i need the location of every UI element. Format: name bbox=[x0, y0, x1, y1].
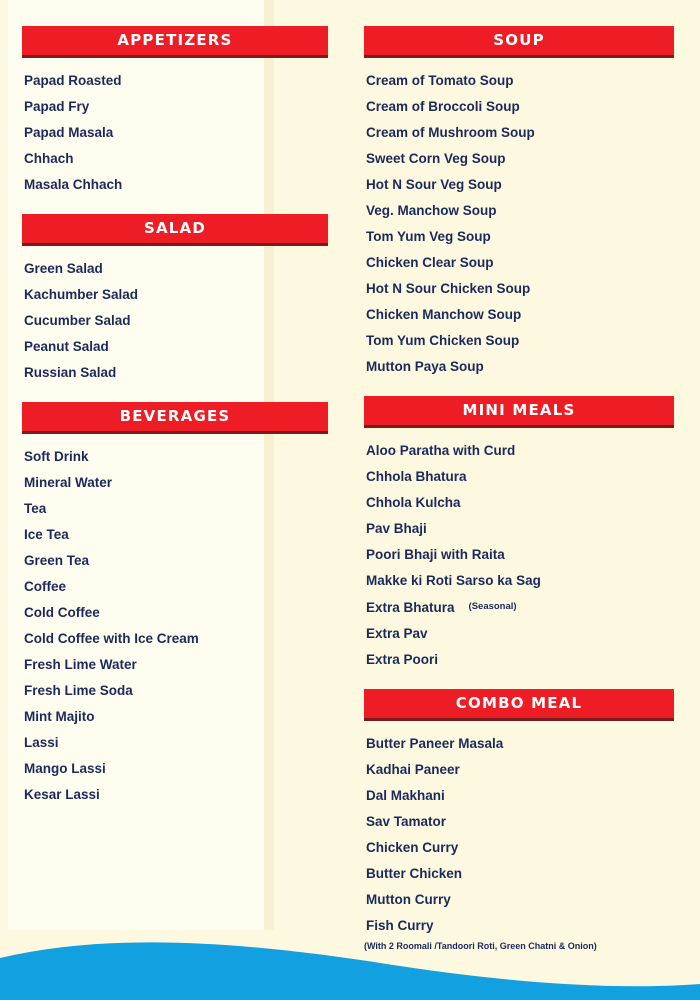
section-mini-meals bbox=[364, 396, 674, 673]
list-item: Fish Curry bbox=[366, 918, 434, 933]
list-item: Ice Tea bbox=[24, 527, 69, 542]
list-item: Kadhai Paneer bbox=[366, 762, 460, 777]
list-item: Chicken Curry bbox=[366, 840, 459, 855]
list-item: Extra Pav bbox=[366, 626, 428, 641]
list-item: Pav Bhaji bbox=[366, 521, 427, 536]
list-item: Fresh Lime Soda bbox=[24, 683, 133, 698]
list-item: Chhola Kulcha bbox=[366, 495, 461, 510]
list-item: Chhach bbox=[24, 151, 74, 166]
section-title-mini-meals: MINI MEALS bbox=[364, 396, 674, 428]
list-item: Cold Coffee with Ice Cream bbox=[24, 631, 199, 646]
list-item: Tom Yum Veg Soup bbox=[366, 229, 491, 244]
list-item: Chhola Bhatura bbox=[366, 469, 467, 484]
right-column bbox=[350, 0, 700, 951]
item-list-salad bbox=[22, 256, 328, 386]
list-item: Lassi bbox=[24, 735, 59, 750]
list-item: Mint Majito bbox=[24, 709, 95, 724]
list-item: Butter Paneer Masala bbox=[366, 736, 504, 751]
list-item: Butter Chicken bbox=[366, 866, 463, 881]
item-list-combo-meal bbox=[364, 731, 674, 939]
list-item: Tea bbox=[24, 501, 47, 516]
list-item: Mineral Water bbox=[24, 475, 113, 490]
list-item-label: Extra Bhatura bbox=[366, 600, 455, 615]
item-list-soup bbox=[364, 68, 674, 380]
list-item: Mutton Paya Soup bbox=[366, 359, 484, 374]
section-beverages bbox=[22, 402, 328, 808]
item-list-appetizers bbox=[22, 68, 328, 198]
section-title-combo-meal: COMBO MEAL bbox=[364, 689, 674, 721]
spacer bbox=[364, 679, 674, 689]
list-item: Cream of Mushroom Soup bbox=[366, 125, 535, 140]
list-item: Coffee bbox=[24, 579, 67, 594]
list-item: Cucumber Salad bbox=[24, 313, 131, 328]
spacer bbox=[364, 386, 674, 396]
list-item: Green Tea bbox=[24, 553, 90, 568]
section-title-beverages: BEVERAGES bbox=[22, 402, 328, 434]
list-item: Papad Masala bbox=[24, 125, 114, 140]
section-appetizers bbox=[22, 26, 328, 198]
list-item: Hot N Sour Chicken Soup bbox=[366, 281, 531, 296]
list-item-with-note bbox=[364, 594, 674, 621]
item-list-beverages bbox=[22, 444, 328, 808]
section-soup bbox=[364, 26, 674, 380]
section-title-salad: SALAD bbox=[22, 214, 328, 246]
list-item: Green Salad bbox=[24, 261, 103, 276]
section-title-appetizers: APPETIZERS bbox=[22, 26, 328, 58]
list-item: Mutton Curry bbox=[366, 892, 451, 907]
list-item: Makke ki Roti Sarso ka Sag bbox=[366, 573, 541, 588]
list-item: Kesar Lassi bbox=[24, 787, 100, 802]
list-item: Mango Lassi bbox=[24, 761, 106, 776]
list-item: Dal Makhani bbox=[366, 788, 445, 803]
list-item: Papad Fry bbox=[24, 99, 90, 114]
section-title-soup: SOUP bbox=[364, 26, 674, 58]
list-item: Peanut Salad bbox=[24, 339, 109, 354]
list-item: Aloo Paratha with Curd bbox=[366, 443, 516, 458]
list-item: Soft Drink bbox=[24, 449, 89, 464]
list-item: Chicken Clear Soup bbox=[366, 255, 494, 270]
list-item: Chicken Manchow Soup bbox=[366, 307, 522, 322]
bottom-wave-decoration bbox=[0, 910, 700, 1000]
list-item: Sweet Corn Veg Soup bbox=[366, 151, 506, 166]
list-item: Cream of Broccoli Soup bbox=[366, 99, 520, 114]
list-item: Cold Coffee bbox=[24, 605, 100, 620]
seasonal-note: (Seasonal) bbox=[468, 601, 517, 612]
list-item: Masala Chhach bbox=[24, 177, 123, 192]
combo-meal-footnote: (With 2 Roomali /Tandoori Roti, Green Chatni & Onion) bbox=[364, 941, 597, 951]
spacer bbox=[22, 392, 328, 402]
list-item: Extra Poori bbox=[366, 652, 439, 667]
item-list-mini-meals bbox=[364, 438, 674, 673]
spacer bbox=[22, 204, 328, 214]
left-column bbox=[0, 0, 350, 930]
list-item: Sav Tamator bbox=[366, 814, 447, 829]
list-item: Fresh Lime Water bbox=[24, 657, 137, 672]
list-item: Cream of Tomato Soup bbox=[366, 73, 514, 88]
list-item: Hot N Sour Veg Soup bbox=[366, 177, 502, 192]
list-item: Veg. Manchow Soup bbox=[366, 203, 497, 218]
list-item: Russian Salad bbox=[24, 365, 117, 380]
list-item: Poori Bhaji with Raita bbox=[366, 547, 505, 562]
list-item: Papad Roasted bbox=[24, 73, 122, 88]
list-item: Kachumber Salad bbox=[24, 287, 139, 302]
list-item: Tom Yum Chicken Soup bbox=[366, 333, 520, 348]
section-salad bbox=[22, 214, 328, 386]
